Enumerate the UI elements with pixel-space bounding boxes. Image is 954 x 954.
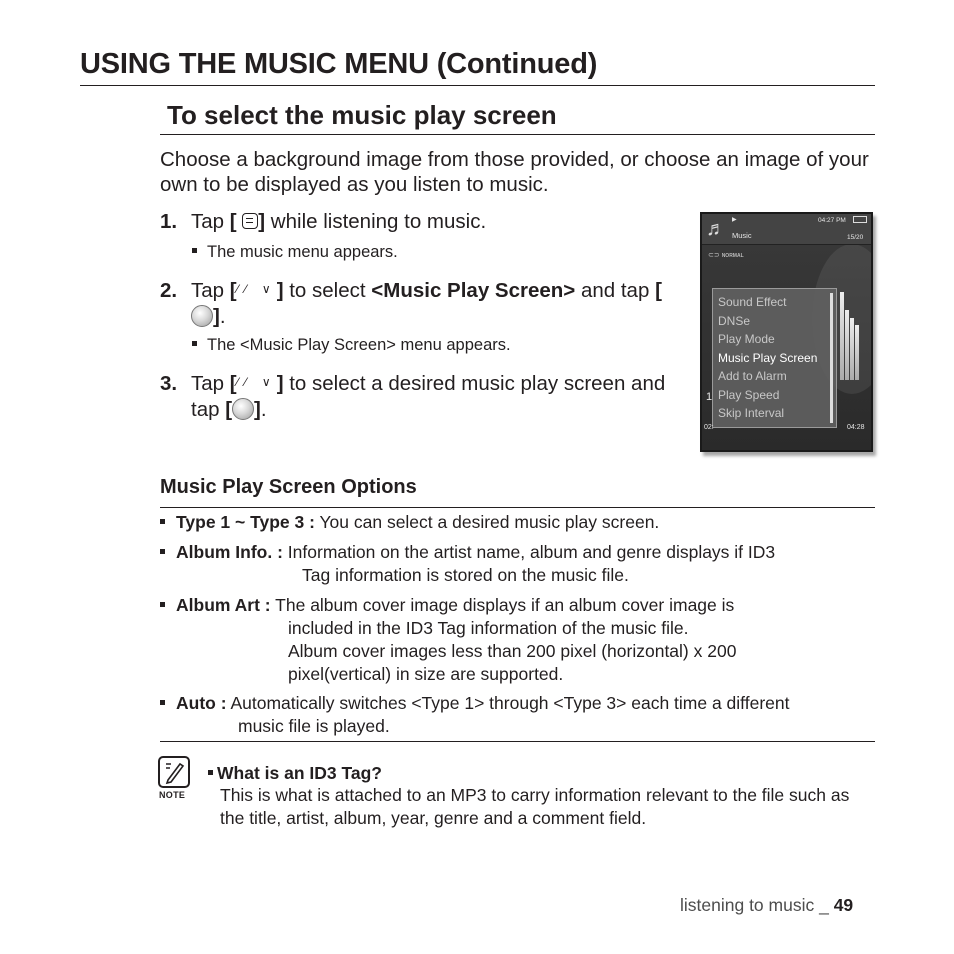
- title-rule: [80, 85, 875, 86]
- menu-item[interactable]: Sound Effect: [718, 295, 787, 309]
- option-item: Type 1 ~ Type 3 : You can select a desired music play screen.: [160, 511, 875, 534]
- options-rule: [160, 507, 875, 508]
- menu-scrollbar[interactable]: [830, 293, 833, 423]
- bullet-square-icon: [160, 549, 165, 554]
- device-clock: 04:27 PM: [818, 217, 846, 224]
- select-button-icon: [191, 305, 213, 327]
- options-bottom-rule: [160, 741, 875, 742]
- page-title: USING THE MUSIC MENU (Continued): [80, 48, 598, 80]
- section-title: To select the music play screen: [167, 100, 557, 130]
- up-down-arrow-icon: ⁄⁄ ∨: [236, 281, 277, 296]
- menu-button-icon: [242, 213, 258, 229]
- select-button-icon: [232, 398, 254, 420]
- step-2-result: The <Music Play Screen> menu appears.: [192, 336, 511, 355]
- device-menu: [712, 288, 837, 428]
- menu-item[interactable]: DNSe: [718, 314, 751, 328]
- page-footer: listening to music _ 49: [680, 895, 854, 915]
- bullet-square-icon: [160, 602, 165, 607]
- options-title: Music Play Screen Options: [160, 476, 417, 498]
- bullet-square-icon: [160, 519, 165, 524]
- device-screen: [702, 214, 871, 450]
- equalizer-bars: [840, 290, 864, 380]
- option-item: Album Info. : Information on the artist name, album and genre displays if ID3 Tag information is stored on the music file.: [160, 541, 875, 564]
- note-pencil-icon: [158, 756, 190, 788]
- step-text: Tap [⁄⁄ ∨] to select a desired music play screen and tap [ ].: [191, 371, 681, 423]
- device-screenshot: [700, 212, 873, 452]
- note-label: NOTE: [159, 790, 186, 800]
- step-text: Tap [ ] while listening to music.: [191, 210, 487, 233]
- menu-item[interactable]: Play Speed: [718, 388, 780, 402]
- step-number: 2.: [160, 279, 178, 302]
- option-item: Album Art : The album cover image displays if an album cover image is included in the ID3 Tag information of the music file. Album cover images less than 200 pixel (horizontal) x 200 pixel(vertical) in size are supported.: [160, 594, 875, 617]
- step-number: 1.: [160, 210, 178, 233]
- menu-item[interactable]: Play Mode: [718, 332, 775, 346]
- note-heading: What is an ID3 Tag?: [208, 763, 382, 784]
- note-text: This is what is attached to an MP3 to carry information relevant to the file such as the title, artist, album, year, genre and a comment field.: [220, 785, 850, 828]
- option-item: Auto : Automatically switches <Type 1> through <Type 3> each time a different music file is played.: [160, 692, 875, 715]
- section-rule: [160, 134, 875, 135]
- step-text: Tap [⁄⁄ ∨] to select <Music Play Screen> and tap [].: [191, 278, 681, 330]
- bullet-square-icon: [160, 700, 165, 705]
- menu-item[interactable]: Skip Interval: [718, 406, 785, 420]
- menu-item-selected[interactable]: Music Play Screen: [718, 351, 818, 365]
- menu-item[interactable]: Add to Alarm: [718, 369, 787, 383]
- total-time: 04:28: [847, 424, 865, 431]
- music-note-icon: ♬: [706, 218, 726, 240]
- step-1-result: The music menu appears.: [192, 243, 398, 262]
- play-icon: ▶: [732, 217, 737, 223]
- device-title: Music: [732, 231, 752, 240]
- track-number: 1: [706, 391, 713, 403]
- battery-icon: [853, 216, 867, 223]
- eq-mode-icon: ⊂⊃ NORMAL: [708, 252, 744, 259]
- page-number: 49: [833, 895, 854, 915]
- elapsed-time: 02:: [704, 424, 714, 431]
- step-number: 3.: [160, 372, 178, 395]
- bullet-square-icon: [192, 248, 197, 253]
- bullet-square-icon: [208, 770, 213, 775]
- intro-paragraph: Choose a background image from those provided, or choose an image of your own to be displayed as you listen to music.: [160, 148, 869, 196]
- bullet-square-icon: [192, 341, 197, 346]
- track-count: 15/20: [847, 234, 864, 241]
- up-down-arrow-icon: ⁄⁄ ∨: [236, 374, 277, 389]
